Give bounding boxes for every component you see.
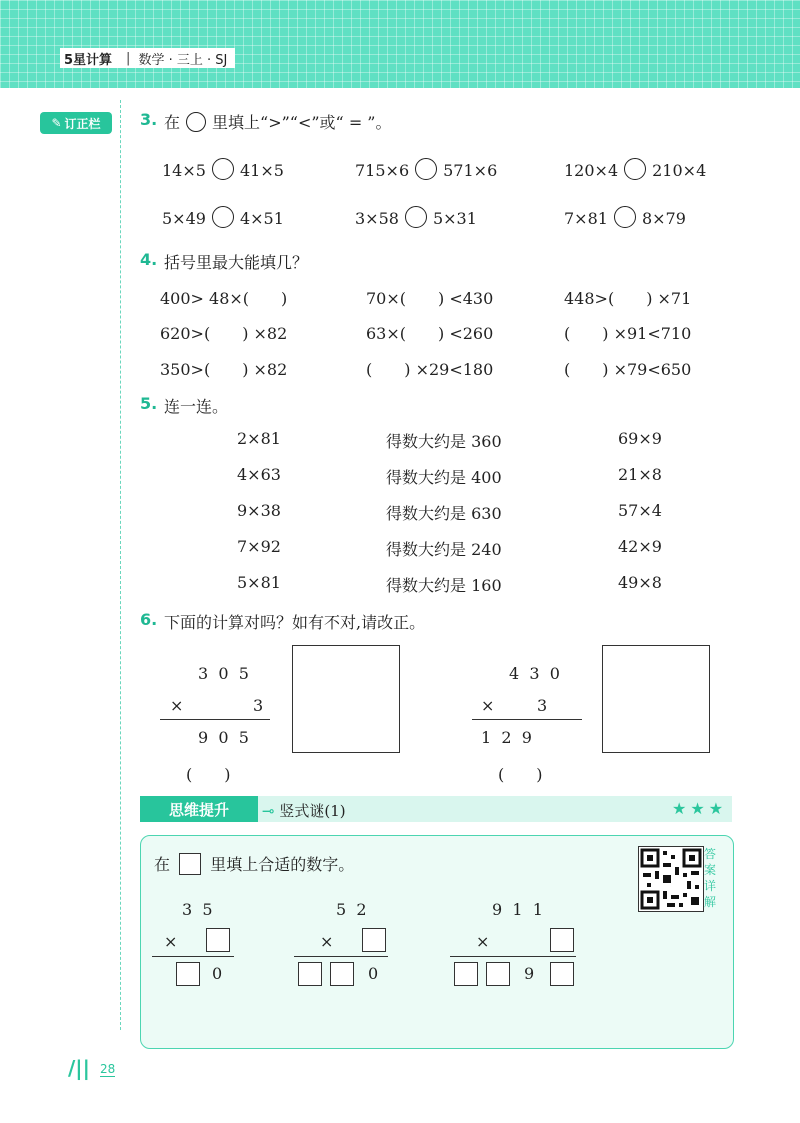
calc-b-line — [472, 719, 582, 720]
expr-left: 715×6 — [355, 161, 410, 180]
q4-item[interactable]: 448>( ) ×71 — [564, 289, 692, 308]
digit-blank[interactable] — [298, 962, 322, 986]
q6-title: 下面的计算对吗？如有不对,请改正。 — [164, 613, 426, 632]
q4-number: 4. — [140, 250, 158, 269]
puzzle3-times: × — [476, 932, 490, 951]
expr-left: 120×4 — [564, 161, 619, 180]
correction-divider — [120, 100, 121, 1030]
match-mid[interactable]: 得数大约是 160 — [386, 576, 502, 595]
correction-box[interactable] — [602, 645, 710, 753]
qr-code-icon[interactable] — [638, 846, 704, 912]
expr-left: 5×49 — [162, 209, 206, 228]
answer-circle[interactable] — [405, 206, 427, 228]
calc-b-judge[interactable]: ( ) — [498, 765, 543, 784]
puzzle2-top: 5 2 — [336, 900, 367, 919]
calc-b-result: 1 2 9 — [481, 728, 532, 747]
calc-a-result: 9 0 5 — [198, 728, 249, 747]
puzzle-instruction — [154, 852, 354, 875]
expr-right: 210×4 — [652, 161, 707, 180]
section-title-text: 竖式谜(1) — [279, 802, 346, 820]
q4-item[interactable]: 400> 48×( ) — [160, 289, 288, 308]
header-band — [0, 0, 800, 88]
calc-a-top: 3 0 5 — [198, 664, 249, 683]
calc-a-times: × — [170, 696, 184, 715]
q4-item[interactable]: 70×( ) <430 — [366, 289, 494, 308]
answer-circle[interactable] — [624, 158, 646, 180]
match-left[interactable]: 2×81 — [237, 429, 281, 448]
match-right[interactable]: 42×9 — [618, 537, 662, 556]
q3-item — [355, 158, 497, 180]
page-number: 28 — [100, 1062, 116, 1076]
match-left[interactable]: 9×38 — [237, 501, 281, 520]
digit-blank[interactable] — [362, 928, 386, 952]
puzzle1-result-digit: 0 — [212, 964, 223, 983]
puzzle-text-a: 在 — [154, 855, 171, 874]
calc-b-multiplier: 3 — [537, 696, 548, 715]
correction-label: 订正栏 — [64, 116, 101, 131]
answer-circle[interactable] — [212, 206, 234, 228]
q4-item[interactable]: 350>( ) ×82 — [160, 360, 288, 379]
q4-item[interactable]: ( ) ×29<180 — [366, 360, 494, 379]
puzzle3-line — [450, 956, 576, 957]
square-blank-icon — [179, 853, 201, 875]
calc-b-times: × — [481, 696, 495, 715]
q3-item — [162, 158, 284, 180]
match-left[interactable]: 7×92 — [237, 537, 281, 556]
q3-instruction — [164, 110, 392, 133]
q6-number: 6. — [140, 610, 158, 629]
expr-left: 7×81 — [564, 209, 608, 228]
digit-blank[interactable] — [454, 962, 478, 986]
q4-item[interactable]: ( ) ×91<710 — [564, 324, 692, 343]
match-mid[interactable]: 得数大约是 360 — [386, 432, 502, 451]
puzzle2-times: × — [320, 932, 334, 951]
q4-title: 括号里最大能填几？ — [164, 253, 309, 272]
q3-item — [162, 206, 284, 228]
q5-number: 5. — [140, 394, 158, 413]
q3-item — [564, 158, 706, 180]
match-mid[interactable]: 得数大约是 400 — [386, 468, 502, 487]
digit-blank[interactable] — [486, 962, 510, 986]
section-tag: 思维提升 — [140, 796, 258, 822]
puzzle1-times: × — [164, 932, 178, 951]
calc-a-multiplier: 3 — [253, 696, 264, 715]
book-icon: /|| — [68, 1056, 90, 1080]
brand-separator: | — [126, 50, 131, 66]
expr-right: 4×51 — [239, 209, 284, 228]
match-left[interactable]: 5×81 — [237, 573, 281, 592]
q3-item — [564, 206, 686, 228]
puzzle1-top: 3 5 — [182, 900, 213, 919]
calc-a-line — [160, 719, 270, 720]
subject-label: 数学 · 三上 · SJ — [138, 52, 228, 68]
puzzle3-top: 9 1 1 — [492, 900, 543, 919]
match-right[interactable]: 69×9 — [618, 429, 662, 448]
arrow-icon: ⊸ — [262, 802, 280, 820]
puzzle1-line — [152, 956, 234, 957]
calc-a-judge[interactable]: ( ) — [186, 765, 231, 784]
match-left[interactable]: 4×63 — [237, 465, 281, 484]
match-mid[interactable]: 得数大约是 630 — [386, 504, 502, 523]
q3-text-a: 在 — [164, 113, 181, 132]
puzzle3-result-digit: 9 — [524, 964, 535, 983]
digit-blank[interactable] — [206, 928, 230, 952]
pencil-icon: ✎ — [51, 116, 62, 130]
answer-circle[interactable] — [415, 158, 437, 180]
digit-blank[interactable] — [176, 962, 200, 986]
expr-right: 5×31 — [432, 209, 477, 228]
section-title — [262, 800, 346, 821]
expr-right: 41×5 — [239, 161, 284, 180]
q4-item[interactable]: ( ) ×79<650 — [564, 360, 692, 379]
qr-label: 答案详解 — [704, 847, 717, 909]
difficulty-stars: ★★★ — [672, 799, 728, 818]
circle-blank-icon — [186, 112, 206, 132]
puzzle-text-b: 里填上合适的数字。 — [210, 855, 355, 874]
expr-left: 3×58 — [355, 209, 399, 228]
expr-right: 8×79 — [641, 209, 686, 228]
expr-right: 571×6 — [443, 161, 498, 180]
match-right[interactable]: 21×8 — [618, 465, 662, 484]
correction-tag — [40, 112, 112, 134]
digit-blank[interactable] — [330, 962, 354, 986]
match-right[interactable]: 57×4 — [618, 501, 662, 520]
puzzle2-line — [294, 956, 388, 957]
q3-item — [355, 206, 477, 228]
q5-title: 连一连。 — [164, 397, 229, 416]
calc-b-top: 4 3 0 — [509, 664, 560, 683]
q3-text-b: 里填上“>”“<”或“ = ”。 — [212, 113, 392, 132]
answer-circle[interactable] — [614, 206, 636, 228]
match-mid[interactable]: 得数大约是 240 — [386, 540, 502, 559]
brand-name: 5星计算 — [64, 52, 113, 68]
expr-left: 14×5 — [162, 161, 206, 180]
answer-circle[interactable] — [212, 158, 234, 180]
digit-blank[interactable] — [550, 962, 574, 986]
match-right[interactable]: 49×8 — [618, 573, 662, 592]
correction-box[interactable] — [292, 645, 400, 753]
q4-item[interactable]: 620>( ) ×82 — [160, 324, 288, 343]
q3-number: 3. — [140, 110, 158, 129]
puzzle2-result-digit: 0 — [368, 964, 379, 983]
q4-item[interactable]: 63×( ) <260 — [366, 324, 494, 343]
book-brand — [60, 48, 235, 68]
digit-blank[interactable] — [550, 928, 574, 952]
